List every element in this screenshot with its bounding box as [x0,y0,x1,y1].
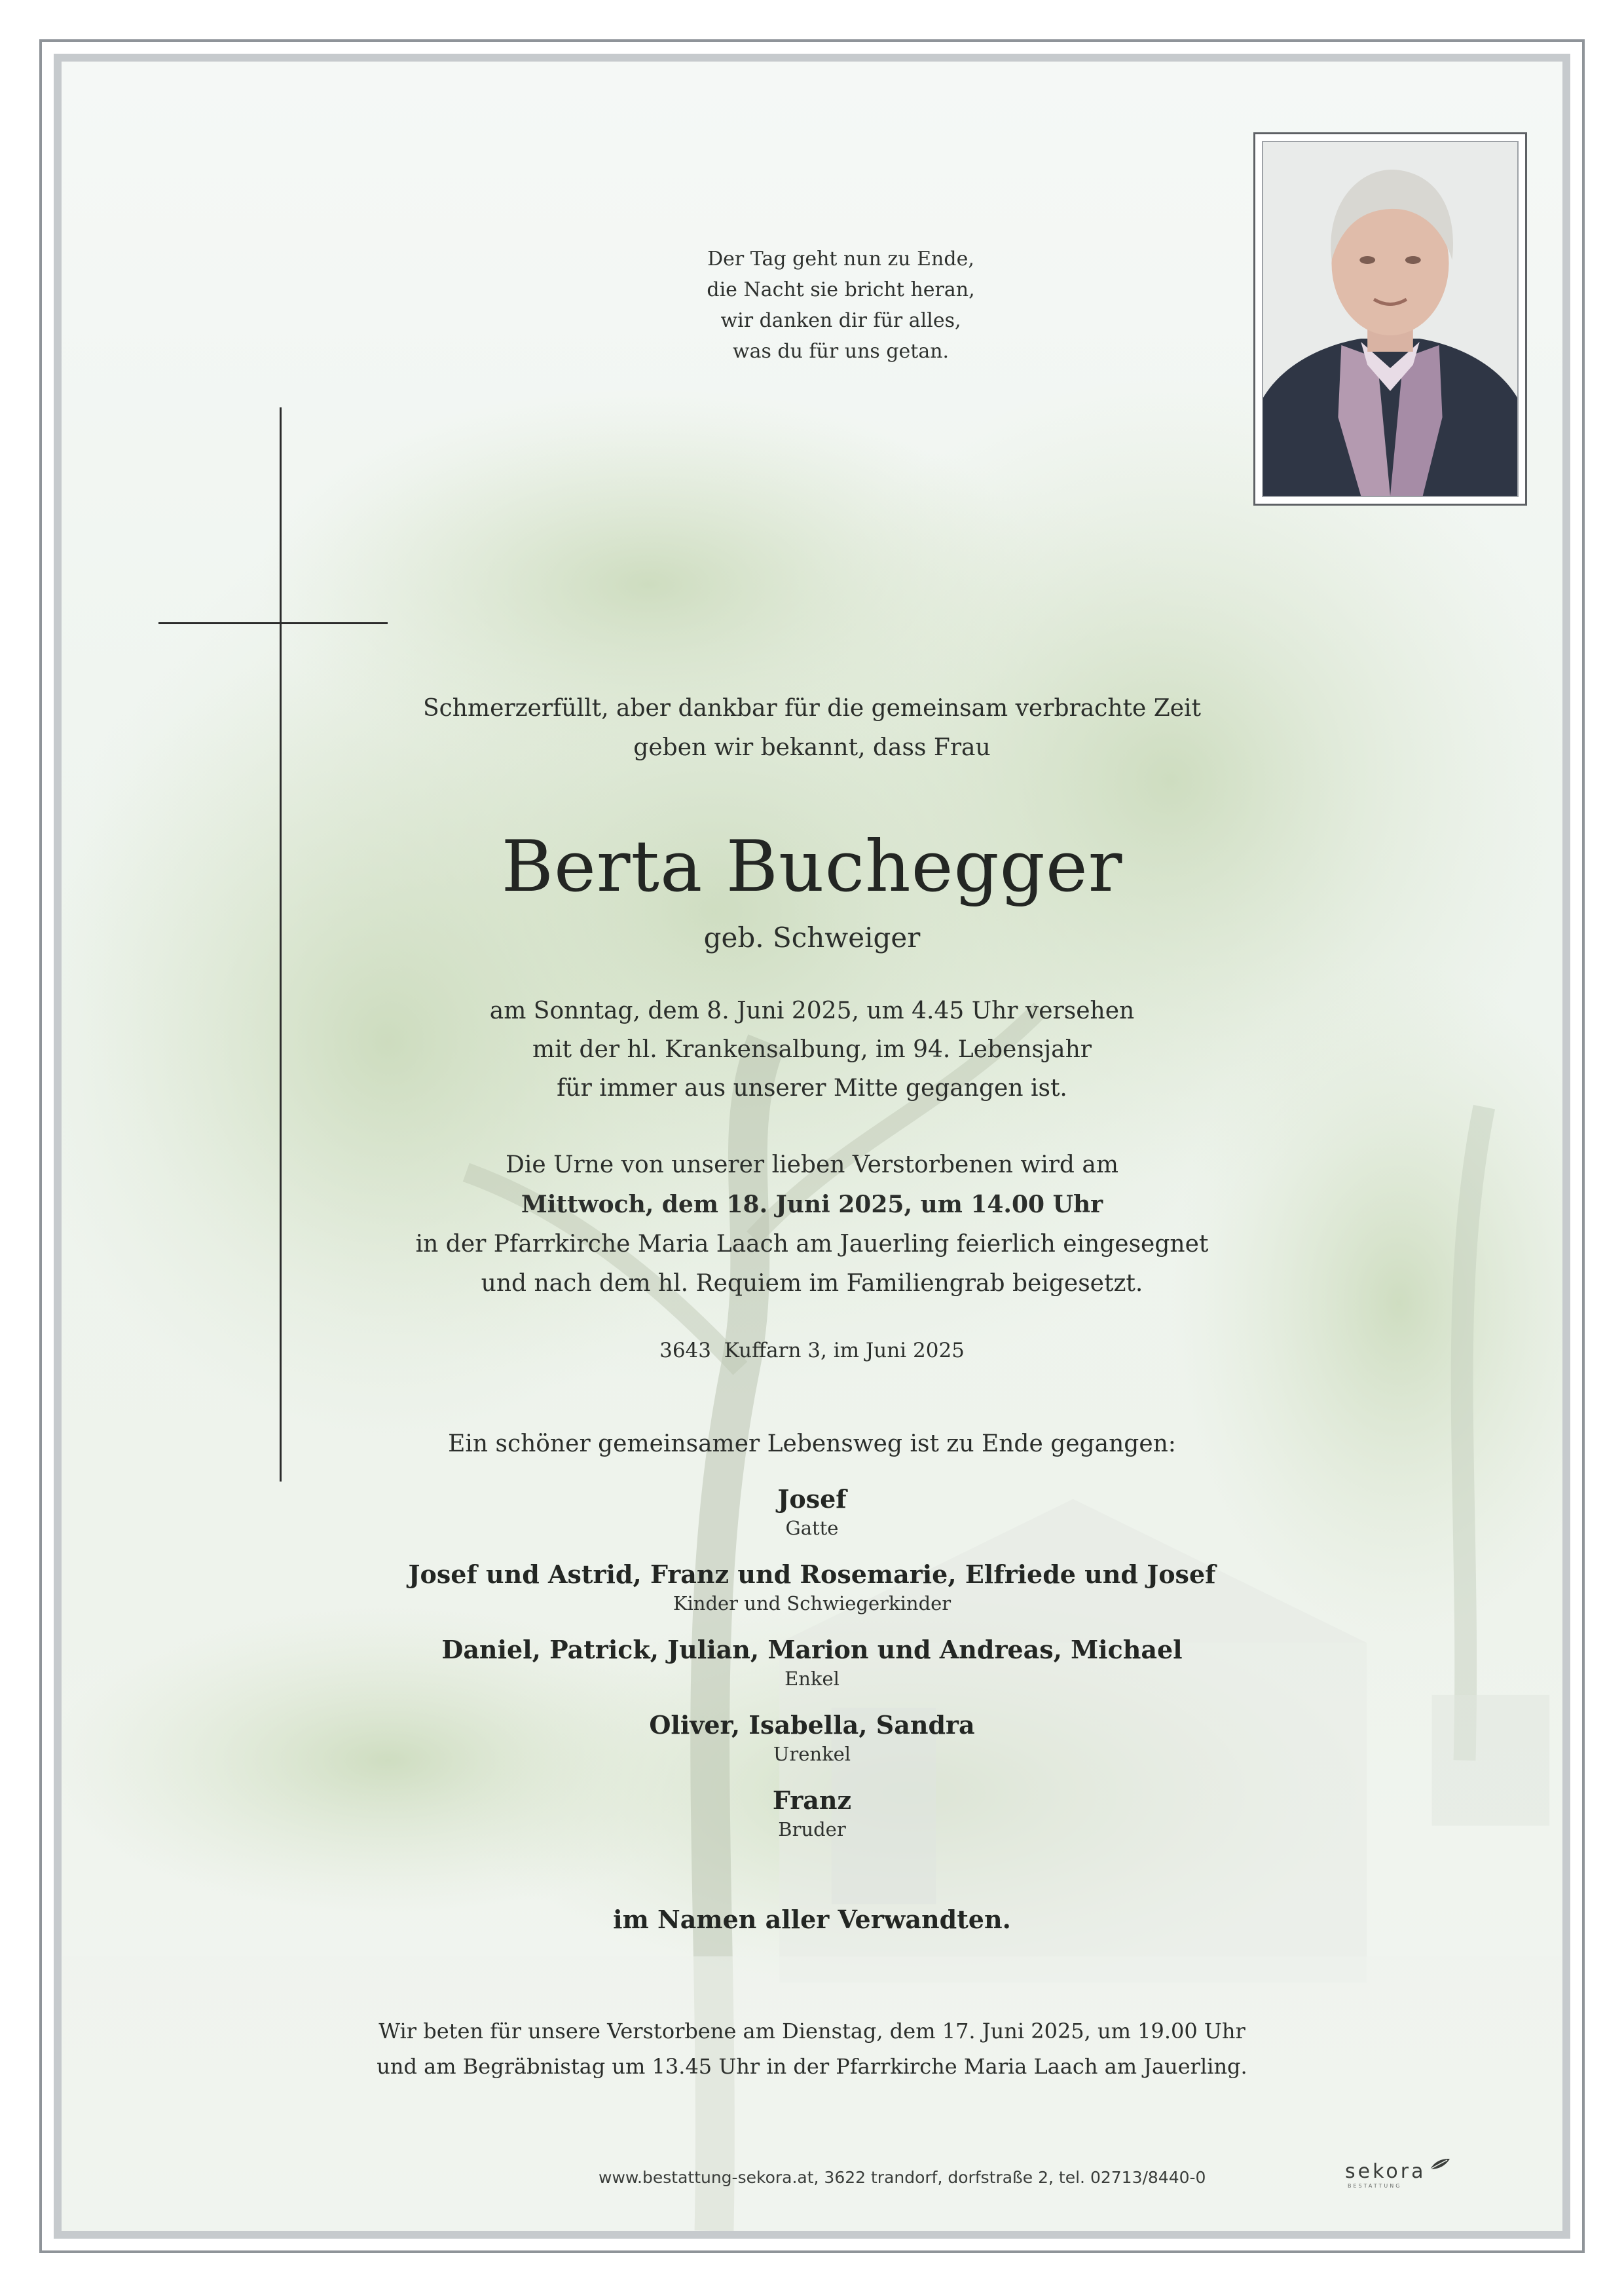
mourner-names: Oliver, Isabella, Sandra [649,1710,975,1740]
mourner-role: Bruder [778,1818,846,1840]
mourners-list [62,1483,1562,1859]
mourner-names: Franz [772,1785,852,1815]
portrait-image [1263,142,1517,496]
portrait-frame [1253,132,1527,506]
prayer-line: und am Begräbnistag um 13.45 Uhr in der Pfarrkirche Maria Laach am Jauerling. [377,2054,1247,2079]
mourner-group [62,1483,1562,1540]
logo-wordmark: sekora [1345,2160,1426,2183]
poem [677,244,1005,367]
poem-line: die Nacht sie bricht heran, [707,278,975,301]
mourner-group [62,1709,1562,1766]
death-line: mit der hl. Krankensalbung, im 94. Lebensjahr [532,1036,1092,1063]
mourner-role: Kinder und Schwiegerkinder [673,1592,951,1614]
mourner-role: Enkel [784,1668,840,1690]
leaf-icon [1429,2157,1451,2172]
sekora-logo [1345,2160,1426,2189]
place-date: 3643 Kuffarn 3, im Juni 2025 [659,1339,965,1362]
parte-inner-frame [54,54,1570,2239]
death-line: für immer aus unserer Mitte gegangen ist. [557,1075,1067,1102]
intro-text [62,689,1562,768]
footer-contact: www.bestattung-sekora.at, 3622 trandorf, dorfstraße 2, tel. 02713/8440-0 [599,2168,1206,2187]
maiden-name: geb. Schweiger [703,922,921,954]
intro-line: Schmerzerfüllt, aber dankbar für die gemeinsam verbrachte Zeit [422,695,1202,722]
poem-line: was du für uns getan. [732,340,950,363]
mourner-group [62,1784,1562,1842]
mourner-role: Gatte [785,1517,839,1539]
funeral-date-text: Mittwoch, dem 18. Juni 2025, um 14.00 Uhr [521,1191,1103,1218]
logo-subtitle: BESTATTUNG [1348,2183,1402,2189]
cross-horizontal-bar [158,622,388,624]
funeral-date [62,1185,1562,1225]
poem-line: Der Tag geht nun zu Ende, [707,248,974,271]
mourner-group [62,1633,1562,1691]
deceased-name: Berta Buchegger [501,826,1123,908]
intro-line: geben wir bekannt, dass Frau [633,734,991,761]
prayer-line: Wir beten für unsere Verstorbene am Dienstag, dem 17. Juni 2025, um 19.00 Uhr [378,2019,1246,2043]
lebensweg-text: Ein schöner gemeinsamer Lebensweg ist zu Ende gegangen: [448,1430,1176,1457]
closing-text: im Namen aller Verwandten. [613,1905,1011,1934]
death-notice [62,992,1562,1108]
funeral-notice [62,1146,1562,1303]
mourner-role: Urenkel [773,1743,851,1765]
mourner-names: Josef und Astrid, Franz und Rosemarie, Elfriede und Josef [408,1559,1216,1589]
funeral-line: Die Urne von unserer lieben Verstorbenen wird am [506,1151,1118,1178]
death-line: am Sonntag, dem 8. Juni 2025, um 4.45 Uhr versehen [489,998,1135,1024]
funeral-line: und nach dem hl. Requiem im Familiengrab beigesetzt. [481,1270,1143,1297]
mourner-group [62,1558,1562,1616]
mourner-names: Daniel, Patrick, Julian, Marion und Andreas, Michael [441,1635,1183,1664]
prayer-notice [62,2013,1562,2084]
funeral-line: in der Pfarrkirche Maria Laach am Jauerling feierlich eingesegnet [415,1231,1209,1258]
poem-line: wir danken dir für alles, [720,309,961,332]
parte-page [39,39,1585,2253]
portrait-photo [1262,141,1519,497]
mourner-names: Josef [777,1484,847,1514]
